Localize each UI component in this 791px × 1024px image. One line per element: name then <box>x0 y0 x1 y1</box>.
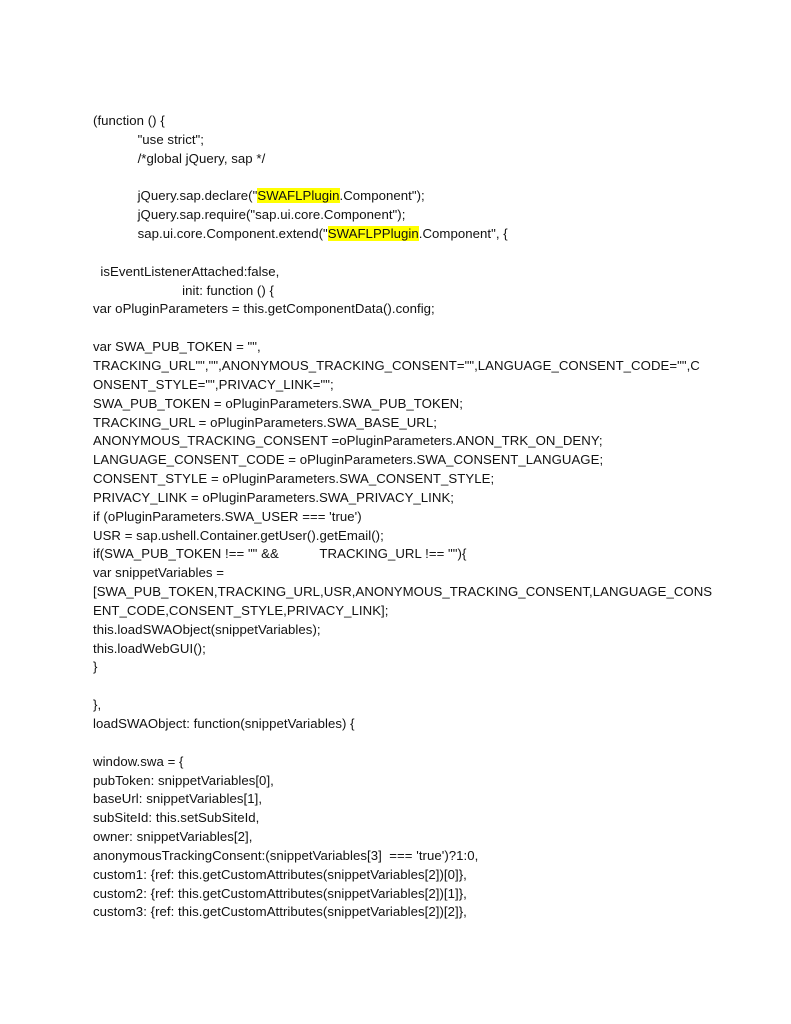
code-line <box>93 225 713 244</box>
code-line <box>93 564 713 583</box>
code-text: if(SWA_PUB_TOKEN !== "" && TRACKING_URL !== ""){ <box>93 546 467 562</box>
code-text: isEventListenerAttached:false, <box>93 263 280 279</box>
code-line <box>93 338 713 357</box>
code-line <box>93 640 713 659</box>
code-text: } <box>93 659 98 675</box>
code-line <box>93 395 713 414</box>
code-text: SWA_PUB_TOKEN = oPluginParameters.SWA_PUB_TOKEN; <box>93 395 463 411</box>
code-line <box>93 696 713 715</box>
code-text: this.loadSWAObject(snippetVariables); <box>93 621 321 637</box>
code-line <box>93 206 713 225</box>
code-text: subSiteId: this.setSubSiteId, <box>93 810 260 826</box>
code-text: custom2: {ref: this.getCustomAttributes(snippetVariables[2])[1]}, <box>93 885 467 901</box>
code-text: .Component"); <box>339 188 425 204</box>
code-line <box>93 847 713 866</box>
code-text: this.loadWebGUI(); <box>93 640 206 656</box>
code-line <box>93 414 713 433</box>
code-line <box>93 376 713 395</box>
code-line <box>93 187 713 206</box>
code-line <box>93 790 713 809</box>
code-line <box>93 715 713 734</box>
code-line <box>93 300 713 319</box>
code-listing <box>93 112 713 922</box>
code-text: /*global jQuery, sap */ <box>93 150 266 166</box>
code-text: TRACKING_URL"","",ANONYMOUS_TRACKING_CONSENT="",LANGUAGE_CONSENT_CODE="",C <box>93 357 700 373</box>
code-text: USR = sap.ushell.Container.getUser().getEmail(); <box>93 527 384 543</box>
code-text: pubToken: snippetVariables[0], <box>93 772 274 788</box>
code-line <box>93 131 713 150</box>
code-text: sap.ui.core.Component.extend(" <box>93 226 328 242</box>
code-line <box>93 903 713 922</box>
code-text: (function () { <box>93 113 165 128</box>
code-line <box>93 828 713 847</box>
code-line <box>93 357 713 376</box>
code-line <box>93 508 713 527</box>
code-text: owner: snippetVariables[2], <box>93 829 253 845</box>
code-line <box>93 734 713 753</box>
code-line <box>93 150 713 169</box>
code-text: ONSENT_STYLE="",PRIVACY_LINK=""; <box>93 376 334 392</box>
code-line <box>93 244 713 263</box>
code-text: jQuery.sap.declare(" <box>93 188 258 204</box>
code-text: "use strict"; <box>93 131 205 147</box>
highlighted-text: SWAFLPPlugin <box>327 226 419 242</box>
code-line <box>93 319 713 338</box>
code-line <box>93 432 713 451</box>
code-text: CONSENT_STYLE = oPluginParameters.SWA_CONSENT_STYLE; <box>93 471 495 487</box>
code-line <box>93 885 713 904</box>
code-line <box>93 866 713 885</box>
code-text: TRACKING_URL = oPluginParameters.SWA_BASE_URL; <box>93 414 437 430</box>
code-line <box>93 772 713 791</box>
code-text: init: function () { <box>93 282 274 298</box>
code-text: baseUrl: snippetVariables[1], <box>93 791 263 807</box>
code-text: var snippetVariables = <box>93 565 224 581</box>
code-line <box>93 545 713 564</box>
code-line <box>93 112 713 131</box>
code-text: anonymousTrackingConsent:(snippetVariables[3] === 'true')?1:0, <box>93 847 479 863</box>
code-line <box>93 621 713 640</box>
code-text: LANGUAGE_CONSENT_CODE = oPluginParameters.SWA_CONSENT_LANGUAGE; <box>93 452 604 468</box>
code-line <box>93 809 713 828</box>
code-text: if (oPluginParameters.SWA_USER === 'true') <box>93 508 362 524</box>
code-line <box>93 282 713 301</box>
code-text: PRIVACY_LINK = oPluginParameters.SWA_PRIVACY_LINK; <box>93 489 455 505</box>
code-line <box>93 583 713 602</box>
code-text: custom1: {ref: this.getCustomAttributes(snippetVariables[2])[0]}, <box>93 866 467 882</box>
code-text: ENT_CODE,CONSENT_STYLE,PRIVACY_LINK]; <box>93 602 389 618</box>
code-line <box>93 602 713 621</box>
code-text: var SWA_PUB_TOKEN = "", <box>93 339 261 355</box>
code-text: .Component", { <box>418 226 508 242</box>
code-line <box>93 677 713 696</box>
code-line <box>93 658 713 677</box>
code-line <box>93 451 713 470</box>
code-line <box>93 489 713 508</box>
code-text: [SWA_PUB_TOKEN,TRACKING_URL,USR,ANONYMOUS_TRACKING_CONSENT,LANGUAGE_CONS <box>93 584 713 600</box>
code-line <box>93 470 713 489</box>
code-text: jQuery.sap.require("sap.ui.core.Component"); <box>93 207 406 223</box>
code-line <box>93 263 713 282</box>
code-line <box>93 527 713 546</box>
code-text: ANONYMOUS_TRACKING_CONSENT =oPluginParameters.ANON_TRK_ON_DENY; <box>93 433 603 449</box>
code-text: loadSWAObject: function(snippetVariables) { <box>93 716 355 731</box>
code-text: }, <box>93 697 102 713</box>
code-line <box>93 753 713 772</box>
code-text: custom3: {ref: this.getCustomAttributes(snippetVariables[2])[2]}, <box>93 904 467 920</box>
code-text: var oPluginParameters = this.getComponentData().config; <box>93 301 435 317</box>
code-text: window.swa = { <box>93 753 184 769</box>
code-line <box>93 169 713 188</box>
highlighted-text: SWAFLPlugin <box>257 188 340 204</box>
